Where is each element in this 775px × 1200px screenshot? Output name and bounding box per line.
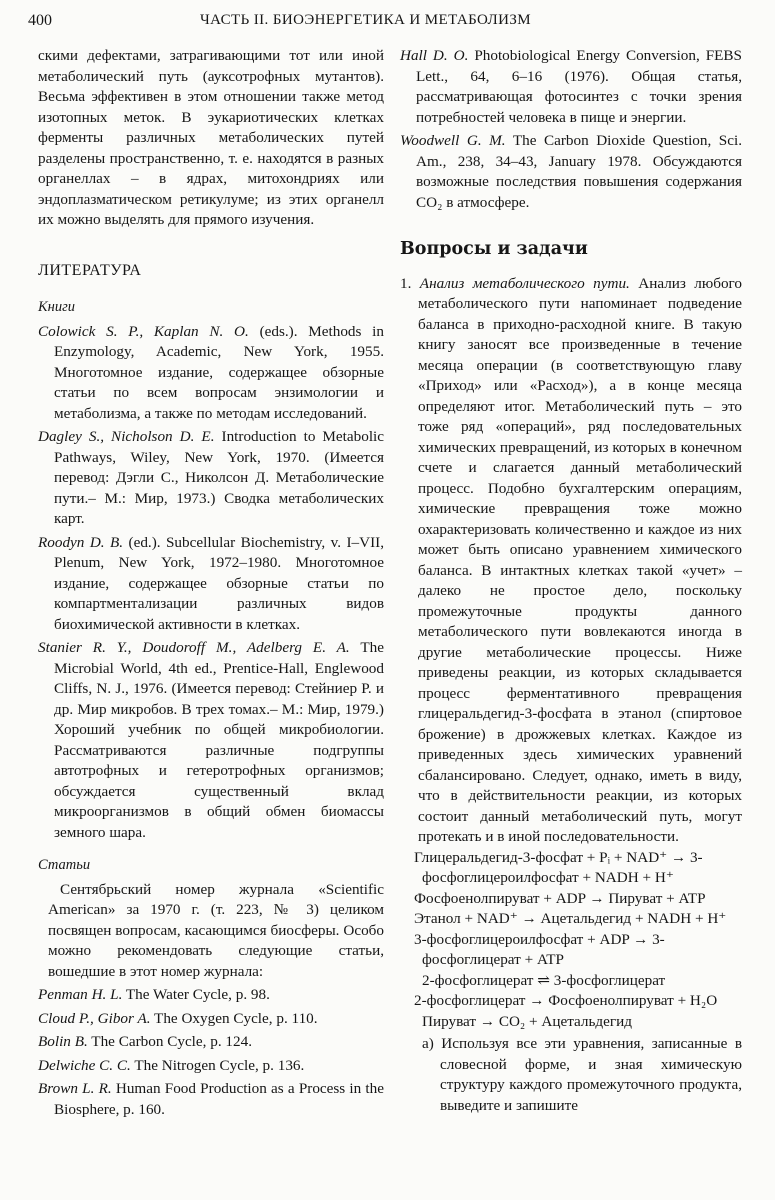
reference-text: (ed.). Subcellular Biochemistry, v. I–VII, Plenum, New York, 1972–1980. Многотомное издание, содержащее обзорные статьи по компартментализации различных видов биохимической активности в клетках. [54, 533, 385, 633]
intro-paragraph: скими дефектами, затрагивающими тот или иной метаболический путь (ауксотрофных мутантов). Весьма эффективен в этом отношении также метод изотопных меток. В эукариотических клетках ферменты различных метаболических путей разделены пространственно, т. е. находятся в разных органеллах – в ядрах, митохондриях или эндоплазматическом ретикулуме; из этих органелл их можно выделять для прямого изучения. [38, 47, 384, 228]
reference-text: Human Food Production as a Process in the Biosphere, p. 160. [54, 1080, 384, 1118]
articles-heading: Статьи [38, 857, 91, 873]
question-text: Анализ любого метаболического пути напоминает подведение баланса в приходно-расходной книге. В такую книгу заносят все произведенные в течение месяца операции (в соответствующую главу «Приход» или «Расход»), а в конце месяца определяют итог. Метаболический путь – это тоже ряд «операций», ряд последовательных химических превращений, из которых в конечном счете и слагается данный метаболический процесс. Подобно бухгалтерским операциям, химические превращения тоже можно охарактеризовать количественно и каждое из них может быть описано уравнением химического баланса. В интактных клетках такой «учет» – далеко не простое дело, поскольку промежуточные продукты данного метаболического пути вовлекаются иногда в другие метаболические процессы. Ниже приведены реакции, из которых складывается процесс ферментативного превращения глицеральдегид-3-фосфата в этанол (спиртовое брожение) в дрожжевых клетках. Каждое из приведенных здесь химических уравнений сбалансировано. Следует, однако, иметь в виду, что в действительности реакции, из которых состоит данный метаболический путь, могут протекать и в иной последовательности. [418, 274, 742, 845]
page-number: 400 [28, 12, 52, 29]
reaction-equation: Глицеральдегид-3-фосфат + Pᵢ + NAD⁺ → 3-фосфоглицероилфосфат + NADH + H⁺ [414, 848, 703, 886]
reaction-equation: Этанол + NAD⁺ → Ацетальдегид + NADH + H⁺ [414, 910, 727, 927]
article-reference [38, 1032, 384, 1053]
reference-authors: Woodwell G. M. [400, 132, 506, 149]
left-column [38, 46, 384, 1123]
question-number: 1. [400, 274, 412, 292]
reference-authors: Delwiche C. C. [38, 1056, 131, 1074]
reaction-equation: Пируват → CO₂ + Ацетальдегид [422, 1012, 632, 1030]
book-reference [38, 427, 384, 530]
book-reference [38, 533, 384, 636]
reference-text: The Carbon Dioxide Question, Sci. Am., 238, 34–43, January 1978. Обсуждаются возможные последствия повышения содержания CO₂ в атмосфере. [416, 132, 742, 211]
article-reference [38, 1056, 384, 1077]
reference-text: The Carbon Cycle, p. 124. [87, 1033, 253, 1050]
reference-text: The Oxygen Cycle, p. 110. [150, 1009, 318, 1027]
reference-authors: Hall D. O. [400, 47, 469, 64]
reaction-equation: Фосфоенолпируват + ADP → Пируват + ATP [414, 889, 706, 907]
article-reference [38, 1079, 384, 1120]
article-reference [38, 985, 384, 1006]
book-reference [38, 638, 384, 843]
article-reference [400, 46, 742, 128]
books-heading: Книги [38, 299, 75, 315]
reference-authors: Cloud P., Gibor A. [38, 1009, 151, 1027]
right-column [400, 46, 742, 1116]
subquestion-text: Используя все эти уравнения, записанные в словесной форме, и зная химическую структуру каждого промежуточного продукта, выведите и запишите [433, 1035, 742, 1114]
reference-text: Photobiological Energy Conversion, FEBS Lett., 64, 6–16 (1976). Общая статья, рассматривающая фотосинтез с точки зрения потребностей человека в пище и энергии. [416, 47, 742, 126]
questions-heading: Вопросы и задачи [400, 239, 588, 259]
question-title: Анализ метаболического пути. [419, 274, 630, 292]
reference-text: (eds.). Methods in Enzymology, Academic, New York, 1955. Многотомное издание, содержащее обзорные статьи по всем вопросам энзимологии и метаболизма, а также по методам исследований. [54, 322, 384, 422]
reaction-equation: 2-фосфоглицерат ⇌ 3-фосфоглицерат [422, 971, 666, 989]
literature-heading: ЛИТЕРАТУРА [38, 261, 142, 279]
articles-note: Сентябрьский номер журнала «Scientific American» за 1970 г. (т. 223, № 3) целиком посвящен вопросам, касающимся биосферы. Особо можно рекомендовать следующие статьи, вошедшие в этот номер журнала: [48, 880, 384, 980]
question-1a [400, 1034, 742, 1116]
reference-text: The Water Cycle, p. 98. [122, 986, 270, 1003]
reference-text: The Microbial World, 4th ed., Prentice-Hall, Englewood Cliffs, N. J., 1976. (Имеется перевод: Стейниер Р. и др. Мир микробов. В трех томах.– М.: Мир, 1979.) Хороший учебник по общей микробиологии. Рассматриваются различные подгруппы автотрофных и гетеротрофных организмов; обсуждается существенный вклад микроорганизмов в общий обмен биомассы земного шара. [54, 639, 384, 841]
reference-authors: Penman H. L. [38, 986, 123, 1003]
reference-authors: Roodyn D. B. [38, 533, 124, 551]
reference-authors: Dagley S., Nicholson D. E. [38, 428, 215, 445]
book-reference [38, 322, 384, 425]
reaction-equation: 3-фосфоглицероилфосфат + ADP → 3-фосфоглицерат + ATP [414, 930, 665, 968]
subquestion-label: а) [422, 1035, 434, 1052]
reference-text: Introduction to Metabolic Pathways, Wiley, New York, 1970. (Имеется перевод: Дэгли С., Николсон Д. Метаболические пути.– М.: Мир, 1973.) Сводка метаболических карт. [54, 428, 384, 527]
reference-authors: Colowick S. P., Kaplan N. O. [38, 322, 249, 340]
running-title: ЧАСТЬ II. БИОЭНЕРГЕТИКА И МЕТАБОЛИЗМ [200, 12, 531, 28]
article-reference [38, 1009, 384, 1030]
question-1 [400, 274, 742, 848]
reference-text: The Nitrogen Cycle, p. 136. [130, 1056, 305, 1074]
reaction-equation: 2-фосфоглицерат → Фосфоенолпируват + H₂O [414, 992, 718, 1009]
reference-authors: Stanier R. Y., Doudoroff M., Adelberg E. A. [38, 639, 350, 656]
reference-authors: Brown L. R. [38, 1080, 112, 1097]
reference-authors: Bolin B. [38, 1033, 88, 1050]
article-reference [400, 131, 742, 213]
